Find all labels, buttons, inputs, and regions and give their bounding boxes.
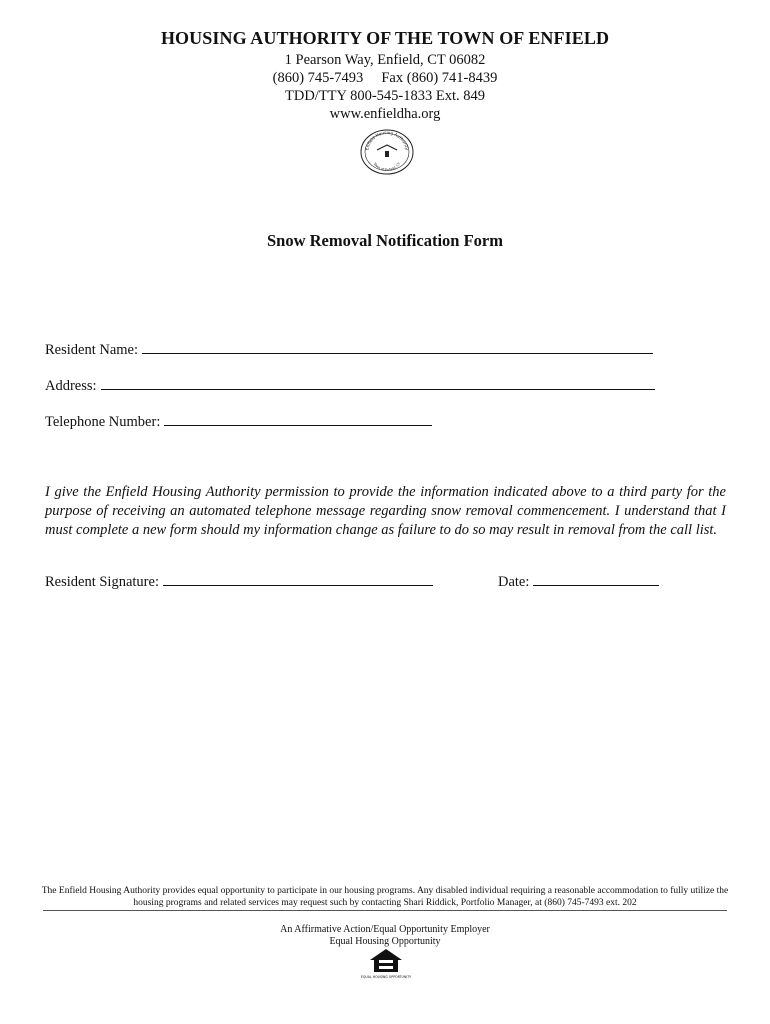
org-phone-fax: (860) 745-7493 Fax (860) 741-8439 <box>272 70 498 86</box>
form-title: Snow Removal Notification Form <box>266 231 503 250</box>
svg-text:Town of Enfield, CT <box>372 161 402 172</box>
date-field[interactable] <box>498 572 659 591</box>
seal-bottom-text: Town of Enfield, CT <box>372 161 402 173</box>
telephone-label: Telephone Number: <box>45 414 161 430</box>
address-label: Address: <box>45 378 97 394</box>
svg-text:Enfield Housing Authority <box>364 130 410 151</box>
org-name: HOUSING AUTHORITY OF THE TOWN OF ENFIELD <box>160 28 610 48</box>
address-line[interactable] <box>101 376 655 390</box>
org-website[interactable]: www.enfieldha.org <box>329 106 441 122</box>
org-tdd: TDD/TTY 800-545-1833 Ext. 849 <box>284 88 486 104</box>
resident-name-line[interactable] <box>142 340 653 354</box>
date-label: Date: <box>498 574 530 590</box>
accommodation-note: The Enfield Housing Authority provides equal opportunity to participate in our housing programs. Any disabled individual requiring a reasonable accommodation to fully utilize the housing programs and related services may request such by contacting Shari Riddick, Portfolio Manager, at (860) 745-7493 ext. 202 <box>41 886 729 908</box>
eho-caption: EQUAL HOUSING OPPORTUNITY <box>360 975 412 979</box>
housing-authority-seal-icon <box>359 128 415 176</box>
equal-housing-opportunity-icon <box>360 947 412 979</box>
date-line[interactable] <box>533 572 659 586</box>
address-field[interactable] <box>45 376 655 395</box>
seal-top-text: Enfield Housing Authority <box>364 129 410 151</box>
footer-divider <box>43 910 727 911</box>
telephone-field[interactable] <box>45 412 432 431</box>
signature-field[interactable] <box>45 572 433 591</box>
signature-line[interactable] <box>163 572 433 586</box>
permission-statement: I give the Enfield Housing Authority permission to provide the information indicated above to a third party for the purpose of receiving an automated telephone message regarding snow removal commencement. I understand that I must complete a new form should my information change as failure to do so may result in removal from the call list. <box>45 484 726 538</box>
telephone-line[interactable] <box>164 412 432 426</box>
resident-name-label: Resident Name: <box>45 342 139 358</box>
equal-housing-statement: Equal Housing Opportunity <box>329 936 441 947</box>
resident-name-field[interactable] <box>45 340 653 359</box>
signature-label: Resident Signature: <box>45 574 159 590</box>
org-address: 1 Pearson Way, Enfield, CT 06082 <box>284 52 486 68</box>
employer-statement: An Affirmative Action/Equal Opportunity Employer <box>280 924 490 935</box>
